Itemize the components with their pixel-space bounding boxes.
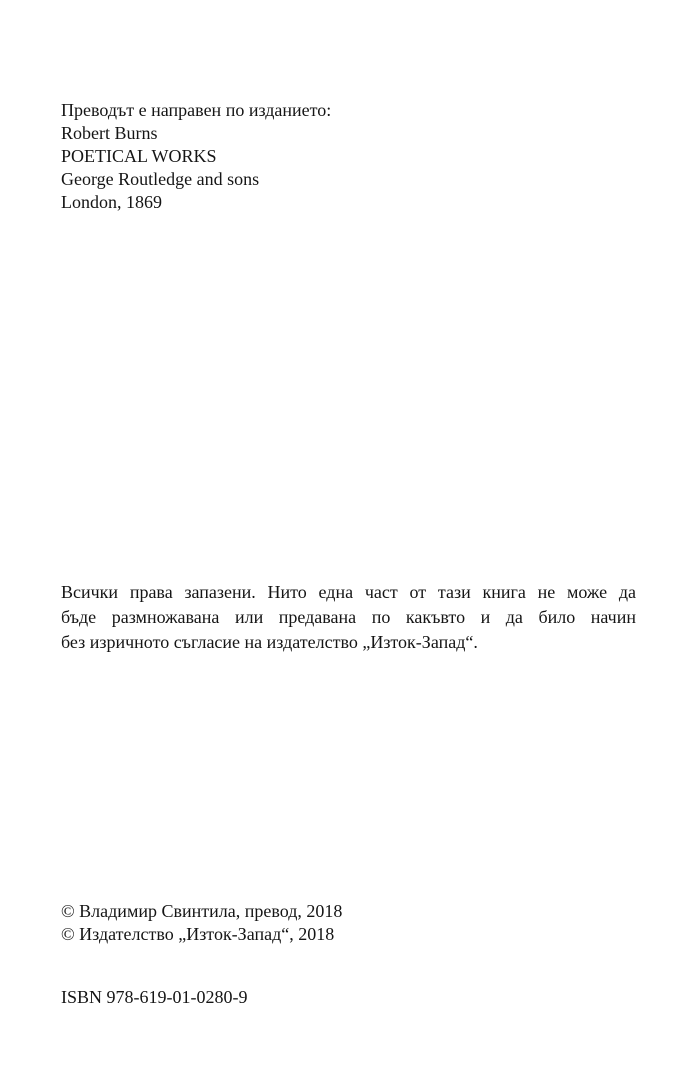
source-place-year: London, 1869 xyxy=(61,192,162,212)
source-edition-block xyxy=(61,99,331,214)
rights-line-3: без изричното съгласие на издателство „Изток-Запад“. xyxy=(61,632,478,652)
isbn-block xyxy=(61,986,248,1009)
source-author: Robert Burns xyxy=(61,123,158,143)
rights-line-1: Всички права запазени. Нито една част от тази книга не може да xyxy=(61,582,636,602)
rights-line-2: бъде размножавана или предавана по какъвто и да било начин xyxy=(61,607,636,627)
source-title: POETICAL WORKS xyxy=(61,146,217,166)
copyright-publisher: © Издателство „Изток-Запад“, 2018 xyxy=(61,924,335,944)
isbn-number: ISBN 978-619-01-0280-9 xyxy=(61,987,248,1007)
rights-notice xyxy=(61,580,636,655)
copyright-translation: © Владимир Свинтила, превод, 2018 xyxy=(61,901,343,921)
source-publisher: George Routledge and sons xyxy=(61,169,260,189)
copyright-block xyxy=(61,900,342,946)
source-intro: Преводът е направен по изданието: xyxy=(61,100,332,120)
